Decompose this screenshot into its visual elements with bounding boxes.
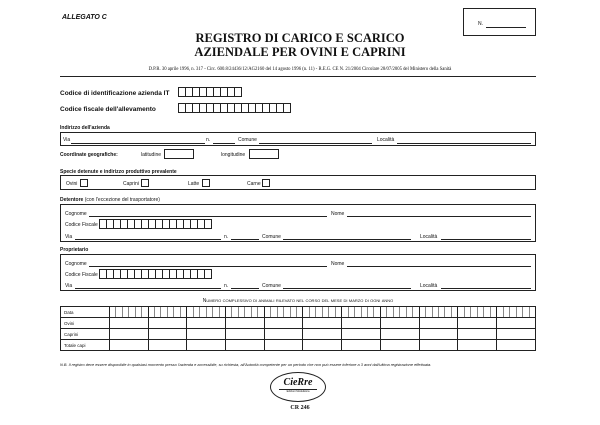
form-code: CR 246 xyxy=(290,405,310,411)
title-line-2: AZIENDALE PER OVINI E CAPRINI xyxy=(194,45,406,59)
census-row-label: Totale capi xyxy=(61,340,110,351)
detentore-title: Detentore xyxy=(60,197,84,203)
subtitle: D.P.R. 30 aprile 1996, n. 317 - Circ. 600.8/24436/12/AG2160 del 14 agosto 1996 (n. 11) - R.E.G. CE N. 21/2004 Circolare 28/07/2005 del Ministero della Sanità xyxy=(148,67,452,72)
proprietario-section xyxy=(60,254,536,291)
census-row-label: Caprini xyxy=(61,329,110,340)
nb-note: N.B. Il registro deve essere disponibile in qualsiasi momento presso l'azienda e accessibile, su richiesta, all'Autorità competente per un periodo che non può essere inferiore a 3 anni dall'ultima registrazione effettuata. xyxy=(60,362,432,367)
azienda-code-label: Codice di identificazione azienda IT xyxy=(60,90,170,97)
caprini-label: Caprini xyxy=(123,181,139,187)
ovini-label: Ovini xyxy=(66,181,78,187)
latitudine-label: latitudine xyxy=(141,152,162,158)
indirizzo-title: Indirizzo dell'azienda xyxy=(60,125,110,131)
proprietario-localita-label: Località xyxy=(420,283,438,289)
census-row-ovini xyxy=(61,318,536,329)
census-row-caprini xyxy=(61,329,536,340)
fiscale-code-label: Codice fiscale dell'allevamento xyxy=(60,106,156,113)
detentore-section xyxy=(60,204,536,242)
census-row-totale xyxy=(61,340,536,351)
title xyxy=(0,31,600,59)
detentore-nome-field[interactable] xyxy=(347,216,531,217)
census-row-label: Data xyxy=(61,307,110,318)
census-title: Numero complessivo di animali rilevato nel corso del mese di marzo di ogni anno xyxy=(202,298,394,304)
detentore-cf-label: Codice Fiscale xyxy=(65,222,98,228)
indirizzo-section xyxy=(60,132,536,146)
census-table xyxy=(60,306,536,351)
proprietario-n-label: n. xyxy=(224,283,229,289)
indirizzo-localita-label: Località xyxy=(377,137,395,143)
detentore-title-row xyxy=(60,197,160,203)
detentore-n-label: n. xyxy=(224,234,229,240)
proprietario-comune-field[interactable] xyxy=(283,288,411,289)
indirizzo-comune-field[interactable] xyxy=(259,143,372,144)
proprietario-comune-label: Comune xyxy=(262,283,281,289)
proprietario-cognome-label: Cognome xyxy=(65,261,87,267)
ovini-checkbox[interactable] xyxy=(80,179,88,187)
census-row-data xyxy=(61,307,536,318)
detentore-n-field[interactable] xyxy=(231,239,259,240)
specie-title: Specie detenute e indirizzo produttivo prevalente xyxy=(60,169,177,175)
coordinate-label: Coordinate geografiche: xyxy=(60,152,118,158)
cierre-logo xyxy=(270,372,326,402)
detentore-note: (con l'eccezione del trasportatore) xyxy=(84,197,160,203)
allegato-label: ALLEGATO C xyxy=(62,14,107,21)
logo-sub: Edizioni Modulistica xyxy=(279,389,317,393)
proprietario-title: Proprietario xyxy=(60,247,89,253)
indirizzo-n-label: n. xyxy=(206,137,211,143)
caprini-checkbox[interactable] xyxy=(141,179,149,187)
fiscale-code-cells[interactable] xyxy=(178,103,290,113)
detentore-cf-cells[interactable] xyxy=(99,219,211,229)
indirizzo-n-field[interactable] xyxy=(213,143,235,144)
indirizzo-via-field[interactable] xyxy=(71,143,205,144)
number-label: N. xyxy=(478,21,483,27)
logo-text: CieRre xyxy=(283,377,313,388)
proprietario-cognome-field[interactable] xyxy=(89,266,327,267)
detentore-comune-field[interactable] xyxy=(283,239,411,240)
latitudine-input[interactable] xyxy=(164,149,194,159)
proprietario-localita-field[interactable] xyxy=(441,288,531,289)
indirizzo-localita-field[interactable] xyxy=(397,143,531,144)
longitudine-label: longitudine xyxy=(221,152,246,158)
title-line-1: REGISTRO DI CARICO E SCARICO xyxy=(195,31,405,45)
indirizzo-via-label: Via xyxy=(63,137,71,143)
proprietario-cf-label: Codice Fiscale xyxy=(65,272,98,278)
detentore-nome-label: Nome xyxy=(331,211,345,217)
number-line[interactable] xyxy=(486,27,526,28)
detentore-localita-field[interactable] xyxy=(441,239,531,240)
detentore-via-label: Via xyxy=(65,234,73,240)
latte-label: Latte xyxy=(188,181,200,187)
specie-section xyxy=(60,175,536,190)
detentore-cognome-field[interactable] xyxy=(89,216,327,217)
detentore-comune-label: Comune xyxy=(262,234,281,240)
longitudine-input[interactable] xyxy=(249,149,279,159)
census-row-label: Ovini xyxy=(61,318,110,329)
header-rule xyxy=(60,76,536,77)
proprietario-nome-label: Nome xyxy=(331,261,345,267)
carne-checkbox[interactable] xyxy=(262,179,270,187)
carne-label: Carne xyxy=(247,181,261,187)
detentore-cognome-label: Cognome xyxy=(65,211,87,217)
azienda-code-cells[interactable] xyxy=(178,87,241,97)
latte-checkbox[interactable] xyxy=(202,179,210,187)
proprietario-via-label: Via xyxy=(65,283,73,289)
proprietario-nome-field[interactable] xyxy=(347,266,531,267)
indirizzo-comune-label: Comune xyxy=(238,137,257,143)
detentore-localita-label: Località xyxy=(420,234,438,240)
detentore-via-field[interactable] xyxy=(75,239,221,240)
proprietario-cf-cells[interactable] xyxy=(99,269,211,279)
proprietario-n-field[interactable] xyxy=(231,288,259,289)
proprietario-via-field[interactable] xyxy=(75,288,221,289)
